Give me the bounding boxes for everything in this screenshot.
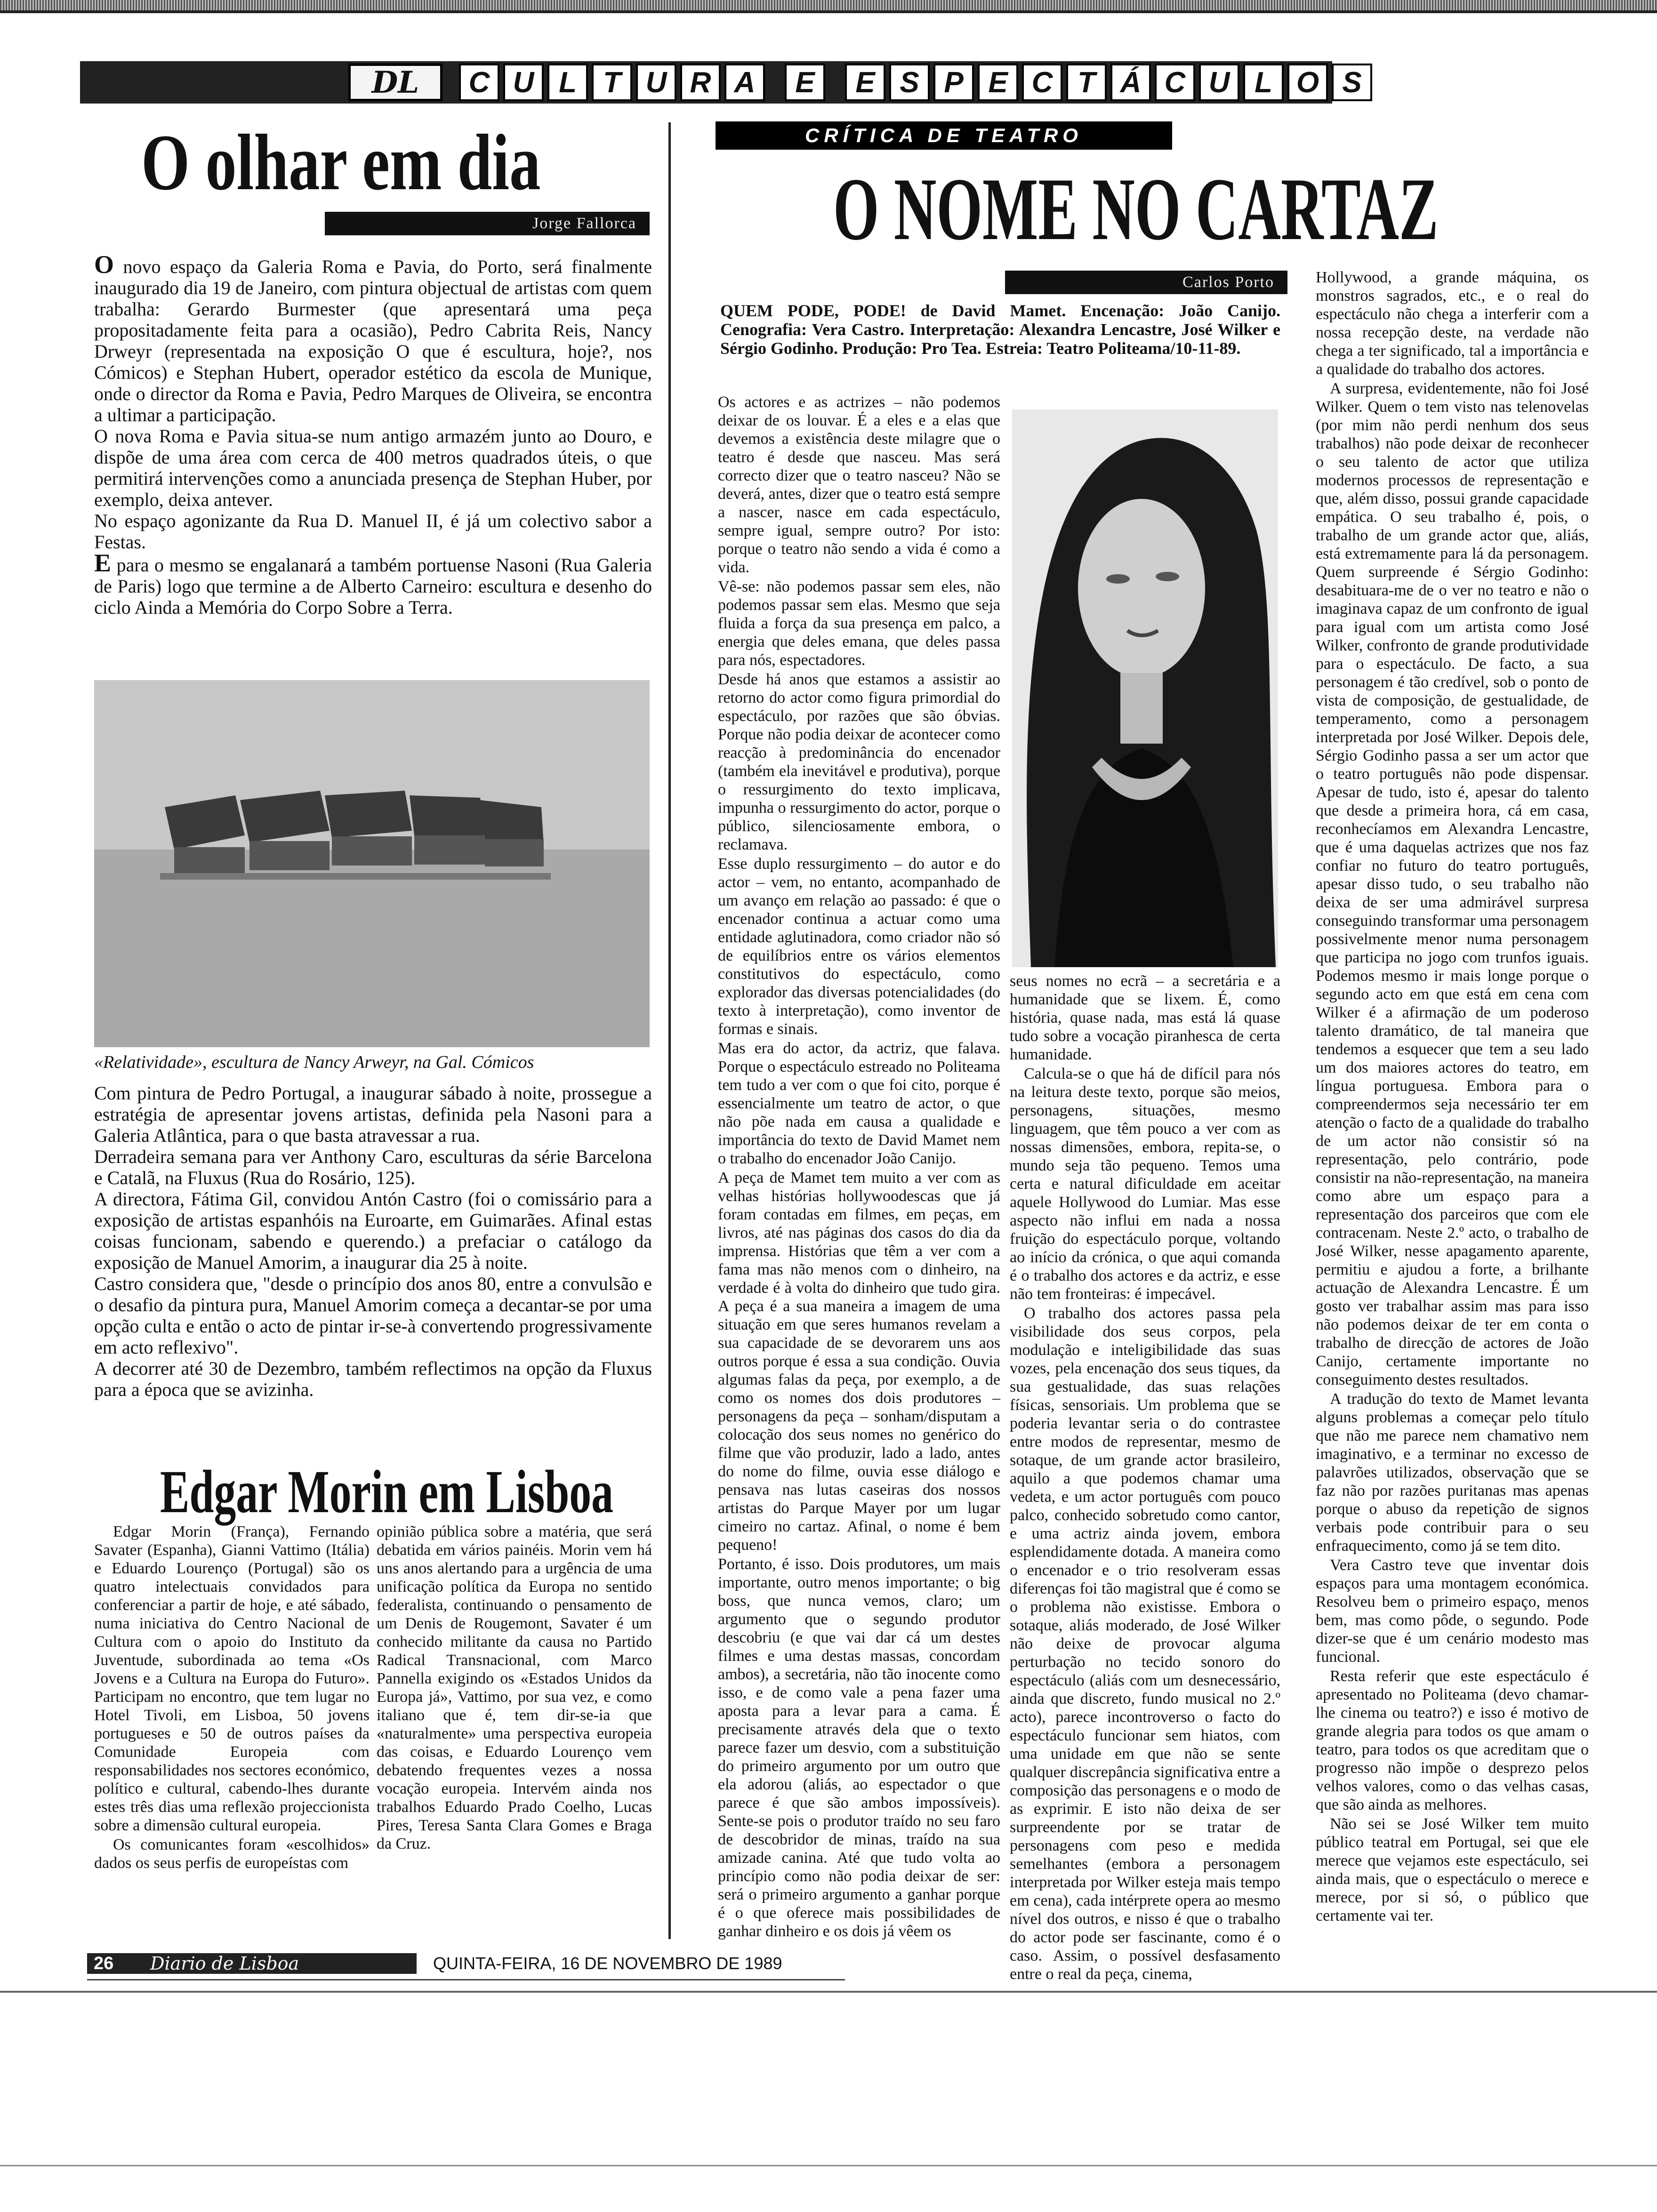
- paragraph: Vê-se: não podemos passar sem eles, não podemos passar sem elas. Mesmo que seja fluida a força da sua presença em palco, a energia que deles emana, que deles passa para nós, espectadores.: [718, 578, 1000, 669]
- left-article-byline: [325, 212, 650, 235]
- section-letter: T: [592, 64, 632, 101]
- section-letter: L: [547, 64, 588, 101]
- section-letter: C: [459, 64, 499, 101]
- paragraph: Os comunicantes foram «escolhidos» dados os seus perfis de europeístas com: [94, 1836, 370, 1872]
- scan-edge-line: [0, 1991, 1657, 1993]
- section-letter: U: [1199, 64, 1239, 101]
- paragraph: Derradeira semana para ver Anthony Caro, esculturas da série Barcelona e Catalã, na Fluxus (Rua do Rosário, 125).: [94, 1146, 652, 1188]
- byline-text: Jorge Fallorca: [532, 215, 636, 232]
- sculpture-illustration: [94, 680, 650, 1047]
- section-letter: S: [1332, 64, 1372, 101]
- paragraph: A decorrer até 30 de Dezembro, também reflectimos na opção da Fluxus para a época que se avizinha.: [94, 1358, 652, 1400]
- morin-column-2: [377, 1523, 652, 1854]
- footer-rule: [87, 1979, 845, 1980]
- play-credits: QUEM PODE, PODE! de David Mamet. Encenação: João Canijo. Cenografia: Vera Castro. Interpretação: Alexandra Lencastre, José Wilker e Sérgio Godinho. Produção: Pro Tea. Estreia: Teatro Politeama/10-11-89.: [720, 301, 1280, 358]
- right-article-title: O NOME NO CARTAZ: [833, 160, 1439, 259]
- page-footer-band: [87, 1953, 417, 1974]
- critica-teatro-band: [716, 121, 1172, 150]
- section-letter: P: [933, 64, 974, 101]
- section-title: [459, 64, 1372, 101]
- section-letter: U: [636, 64, 676, 101]
- actress-photo: [1012, 409, 1278, 967]
- paragraph: seus nomes no ecrã – a secretária e a humanidade que se lixem. É, como história, quase nada, mas está lá quase tudo sobre a vocação piranhesca de certa humanidade.: [1010, 972, 1280, 1063]
- paragraph: A tradução do texto de Mamet levanta alguns problemas a começar pelo título que não me parece nem chamativo nem imaginativo, e a terminar no excesso de palavrões utilizados, observação que se faz não por razões puritanas mas apenas porque o abuso da repetição de signos verbais pode contribuir para o seu enfraquecimento, como já se tem dito.: [1316, 1390, 1589, 1555]
- right-article-byline: [1005, 271, 1287, 294]
- section-letter: L: [1243, 64, 1284, 101]
- newspaper-logo: DL: [348, 64, 442, 101]
- review-column-2: [1010, 972, 1280, 1984]
- paragraph: No espaço agonizante da Rua D. Manuel II, é já um colectivo sabor a Festas.: [94, 510, 652, 553]
- section-letter: S: [889, 64, 930, 101]
- paragraph: Resta referir que este espectáculo é apresentado no Politeama (devo chamar-lhe cinema ou teatro?) e isso é motivo de grande alegria para todos os que amam o teatro, para todos os que acreditam que o progresso não impõe o desprezo pelos velhos valores, como o das velhas casas, que são ainda as melhores.: [1316, 1667, 1589, 1813]
- scan-top-edge: [0, 0, 1657, 10]
- section-letter: E: [978, 64, 1018, 101]
- section-letter: C: [1022, 64, 1062, 101]
- scan-top-rule: [0, 10, 1657, 13]
- paragraph: Calcula-se o que há de difícil para nós na leitura deste texto, porque são meios, personagens, situações, mesmo linguagem, que têm pouco a ver com as nossas dimensões, embora, repita-se, o mundo seja tão pequeno. Temos uma certa e natural dificuldade em aceitar aquele Hollywood do Lumiar. Mas esse aspecto não influi em nada a nossa fruição do espectáculo porque, voltando ao início da crónica, o que aqui comanda é o trabalho dos actores e da actriz, e esse não tem fronteiras: é impecável.: [1010, 1065, 1280, 1303]
- morin-column-1: [94, 1523, 370, 1873]
- left-article-title: O olhar em dia: [141, 118, 541, 207]
- paragraph: Os actores e as actrizes – não podemos deixar de os louvar. É a eles e a elas que devemos a existência deste milagre que o teatro é desde que nasceu. Mas será correcto dizer que o teatro nasceu? Não se deverá, antes, dizer que o teatro está sempre a nascer, nasce em cada espectáculo, sempre igual, sempre outro? Por isto: porque o teatro não sendo a vida é como a vida.: [718, 393, 1000, 576]
- section-letter: U: [503, 64, 544, 101]
- page-number: 26: [94, 1953, 114, 1973]
- section-letter: T: [1066, 64, 1107, 101]
- section-letter: E: [785, 64, 825, 101]
- photo-caption: «Relatividade», escultura de Nancy Arweyr, na Gal. Cómicos: [94, 1052, 534, 1072]
- paragraph: A peça de Mamet tem muito a ver com as velhas histórias hollywoodescas que já foram contadas em filmes, em peças, em livros, até nas páginas dos casos do dia da imprensa. Histórias que têm a ver com a fama mas não menos com o dinheiro, na verdade é à volta do dinheiro que tudo gira. A peça é a sua maneira a imagem de uma situação em que seres humanos revelam a sua capacidade de se devorarem uns aos outros porque é essa a sua condição. Ouvia algumas falas da peça, por exemplo, a de como os nomes dos dois produtores – personagens da peça – sonham/disputam a colocação dos seus nomes no genérico do filme que vão produzir, lado a lado, antes do nome do filme, ouvia esse diálogo e pensava nas lutas caseiras dos nossos artistas do Parque Mayer por um lugar cimeiro no cartaz. Afinal, o nome é bem pequeno!: [718, 1169, 1000, 1554]
- paragraph: Castro considera que, "desde o princípio dos anos 80, entre a convulsão e o desafio da pintura pura, Manuel Amorim começa a decantar-se por uma opção culta e então o acto de pintar ir-se-à convertendo progressivamente em acto reflexivo".: [94, 1273, 652, 1358]
- section-letter: C: [1155, 64, 1195, 101]
- paragraph: Desde há anos que estamos a assistir ao retorno do actor como figura primordial do espectáculo, por razões que são óbvias. Porque não podia deixar de acontecer como reacção à predominância do encenador (também ela inevitável e produtiva), porque o ressurgimento do texto implicava, impunha o ressurgimento do actor, porque o público, silenciosamente embora, o reclamava.: [718, 671, 1000, 853]
- newspaper-name: Diario de Lisboa: [150, 1953, 299, 1974]
- left-article-body: [94, 250, 652, 618]
- column-divider: [668, 122, 671, 1939]
- section-letter-gap: [769, 64, 781, 101]
- scan-lower-line: [0, 2165, 1657, 2166]
- morin-article-title: Edgar Morin em Lisboa: [160, 1458, 613, 1526]
- sculpture-photo: [94, 680, 650, 1047]
- critica-label: CRÍTICA DE TEATRO: [805, 124, 1083, 146]
- paragraph: opinião pública sobre a matéria, que será debatida em vários painéis. Morin vem há uns anos alertando para a urgência de uma unificação política da Europa no sentido federalista, continuando o pensamento de um Denis de Rougemont, Savater é um conhecido militante da causa no Partido Radical Transnacional, com Marco Pannella exigindo os «Estados Unidos da Europa já», Vattimo, por sua vez, e como italiano que é, tem dir-se-ia que «naturalmente» uma perspectiva europeia das coisas, e Eduardo Lourenço vem debatendo frequentes vezes a nossa vocação europeia. Intervém ainda nos trabalhos Eduardo Prado Coelho, Lucas Pires, Teresa Santa Clara Gomes e Braga da Cruz.: [377, 1523, 652, 1852]
- review-column-1: [718, 393, 1000, 1941]
- left-article-body-continued: [94, 1082, 652, 1400]
- paragraph: E para o mesmo se engalanará a também portuense Nasoni (Rua Galeria de Paris) logo que termine a de Alberto Carneiro: escultura e desenho do ciclo Ainda a Memória do Corpo Sobre a Terra.: [94, 549, 652, 618]
- paragraph: Esse duplo ressurgimento – do autor e do actor – vem, no entanto, acompanhado de um avanço em relação ao passado: é que o encenador continua a actuar como uma entidade aglutinadora, como criador não só de equilíbrios entre os vários elementos constitutivos do espectáculo, como explorador das diversas potencialidades (do texto à interpretação), como inventor de formas e sinais.: [718, 855, 1000, 1038]
- section-letter: R: [680, 64, 721, 101]
- section-letter: O: [1287, 64, 1328, 101]
- actress-portrait-illustration: [1012, 409, 1278, 967]
- paragraph: Com pintura de Pedro Portugal, a inaugurar sábado à noite, prossegue a estratégia de apresentar jovens artistas, definida pela Nasoni para a Galeria Atlântica, para o que basta atravessar a rua.: [94, 1082, 652, 1146]
- paragraph: Edgar Morin (França), Fernando Savater (Espanha), Gianni Vattimo (Itália) e Eduardo Lourenço (Portugal) são os quatro intelectuais convidados para conferenciar a partir de hoje, e até sábado, numa iniciativa do Centro Nacional de Cultura com o apoio do Instituto da Juventude, subordinada ao tema «Os Jovens e a Cultura na Europa do Futuro». Participam no encontro, que tem lugar no Hotel Tivoli, em Lisboa, 50 jovens portugueses e 50 de outros países da Comunidade Europeia com responsabilidades nos sectores económico, político e cultural, cabendo-lhes durante estes três dias uma reflexão projeccionista sobre a dimensão cultural europeia.: [94, 1523, 370, 1834]
- paragraph: Portanto, é isso. Dois produtores, um mais importante, outro menos importante; o big boss, que nunca vemos, claro; um argumento que o segundo produtor descobriu (e que vai dar cá um destes filmes e uma destas massas, concordam ambos), a secretária, não tão inocente como isso, e de como vale a pena fazer uma aposta para a levar para a cama. É precisamente através dela que o texto parece fazer um desvio, com a substituição do primeiro argumento por um outro que ela adorou (aliás, ao espectador o que parece é que são ambos impossíveis). Sente-se pois o produtor traído no seu faro de descobridor de minas, traído na sua amizade canina. Até que tudo volta ao princípio como não podia deixar de ser: será o primeiro argumento a ganhar porque é o que oferece mais possibilidades de ganhar dinheiro e os dois já vêem os: [718, 1555, 1000, 1940]
- paragraph: Não sei se José Wilker tem muito público teatral em Portugal, sei que ele merece que vejamos este espectáculo, sei ainda mais, que o espectáculo o merece e merece, por si só, o público que certamente vai ter.: [1316, 1815, 1589, 1924]
- review-column-3: [1316, 268, 1589, 1926]
- paragraph: A directora, Fátima Gil, convidou Antón Castro (foi o comissário para a exposição de artistas espanhóis na Euroarte, em Guimarães. Afinal estas coisas funcionam, sabendo e querendo.) a prefaciar o catálogo da exposição de Manuel Amorim, a inaugurar dia 25 à noite.: [94, 1188, 652, 1273]
- paragraph: Hollywood, a grande máquina, os monstros sagrados, etc., e o real do espectáculo não chega a interferir com a nossa recepção deste, na verdade não chega a ter significado, tal a importância e a qualidade do trabalho dos actores.: [1316, 269, 1589, 378]
- paragraph: Vera Castro teve que inventar dois espaços para uma montagem económica. Resolveu bem o primeiro espaço, menos bem, mas como pôde, o segundo. Pode dizer-se que é um cenário modesto mas funcional.: [1316, 1556, 1589, 1666]
- paragraph: O trabalho dos actores passa pela visibilidade dos seus corpos, pela modulação e inteligibilidade das suas vozes, pela encenação dos seus tiques, da sua gestualidade, das suas relações físicas, sensoriais. Um problema que se poderia levantar seria o do contrastee entre modos de representar, mesmo de sotaque, de um grande actor brasileiro, aquilo a que podemos chamar uma vedeta, e um actor português com pouco palco, conhecido sobretudo como cantor, e uma actriz ainda jovem, embora esplendidamente dotada. A maneira como o encenador e o trio resolveram essas diferenças foi tão magistral que é como se o problema não existisse. Embora o sotaque, aliás moderado, de José Wilker não deixe de provocar alguma perturbação no tecido sonoro do espectáculo (aliás com um desnecessário, ainda que discreto, fundo musical no 2.º acto), parece incontroverso o facto do espectáculo funcionar sem hiatos, com uma unidade em que não se sente qualquer discrepância significativa entre a composição das personagens e o modo de as exprimir. E isto não deixa de ser surpreendente por se tratar de personagens com peso e medida semelhantes (embora a personagem interpretada por Wilker esteja mais tempo em cena), cada intérprete opera ao mesmo nível dos outros, e nisso é que o trabalho do actor pode ser fascinante, como é o caso. Assim, o possível desfasamento entre o real da peça, cinema,: [1010, 1305, 1280, 1983]
- paragraph: O nova Roma e Pavia situa-se num antigo armazém junto ao Douro, e dispõe de uma área com cerca de 400 metros quadrados úteis, o que permitirá intervenções como a anunciada presença de Stephan Huber, por exemplo, deixa antever.: [94, 425, 652, 510]
- paragraph: O novo espaço da Galeria Roma e Pavia, do Porto, será finalmente inaugurado dia 19 de Janeiro, com pintura objectual de artistas com quem trabalha: Gerardo Burmester (que apresentará uma peça propositadamente feita para a ocasião), Pedro Cabrita Reis, Nancy Drweyr (representada na exposição O que é escultura, hoje?, nos Cómicos) e Stephan Hubert, operador estético da escola de Munique, onde o director da Roma e Pavia, Pedro Marques de Oliveira, se encontra a ultimar a participação.: [94, 250, 652, 425]
- section-letter-gap: [829, 64, 841, 101]
- paragraph: A surpresa, evidentemente, não foi José Wilker. Quem o tem visto nas telenovelas (por mim não perdi nenhum dos seus trabalhos) não pode deixar de reconhecer o seu talento de actor que utiliza modernos processos de representação e que, além disso, possui grande capacidade empática. O seu trabalho é, pois, o trabalho de um grande actor que, aliás, está extremamente para lá da personagem. Quem surpreende é Sérgio Godinho: desabituara-me de o ver no teatro e não o imaginava capaz de um confronto de igual para igual com um artista como José Wilker, confronto de grande produtividade para o espectáculo. De facto, a sua personagem é tão credível, sob o ponto de vista de composição, de gestualidade, de temperamento, como a personagem interpretada por José Wilker. Depois dele, Sérgio Godinho passa a ser um actor que o teatro português não pode dispensar. Apesar de tudo, isto é, apesar do talento que desde a primeira hora, cá em casa, reconhecíamos em Alexandra Lencastre, que é uma daquelas actrizes que nos faz confiar no futuro do teatro português, apesar disso tudo, o seu trabalho não deixa de ser uma admirável surpresa conseguindo transformar uma personagem possivelmente menor numa personagem que participa no jogo com trunfos iguais. Podemos mesmo ir mais longe porque o segundo acto em que está em cena com Wilker é a afirmação de um poderoso talento dramático, de tal maneira que tendemos a esquecer que tem a seu lado um dos maiores actores do teatro, em língua portuguesa. Embora para o compreendermos seja necessário ter em atenção o facto de a qualidade do trabalho de um actor não consistir só na representação, pelo contrário, pode consistir na não-representação, na maneira como abre um espaço para a representação dos parceiros que com ele contracenam. Neste 2.º acto, o trabalho de José Wilker, nesse apagamento aparente, permitiu e ajudou a forte, a brilhante actuação de Alexandra Lencastre. É um gosto ver trabalhar assim mas para isso não podemos deixar de ter em conta o trabalho de direcção de actores de João Canijo, certamente importante no conseguimento destes resultados.: [1316, 380, 1589, 1388]
- publication-date: QUINTA-FEIRA, 16 DE NOVEMBRO DE 1989: [433, 1954, 782, 1973]
- section-letter: Á: [1110, 64, 1151, 101]
- section-letter: E: [845, 64, 885, 101]
- byline-text: Carlos Porto: [1182, 273, 1274, 291]
- paragraph: Mas era do actor, da actriz, que falava. Porque o espectáculo estreado no Politeama tem tudo a ver com o que foi cito, porque é essencialmente um teatro de actor, o que não põe nada em causa a qualidade e importância do texto de David Mamet nem o trabalho do encenador João Canijo.: [718, 1040, 1000, 1167]
- section-letter: A: [724, 64, 765, 101]
